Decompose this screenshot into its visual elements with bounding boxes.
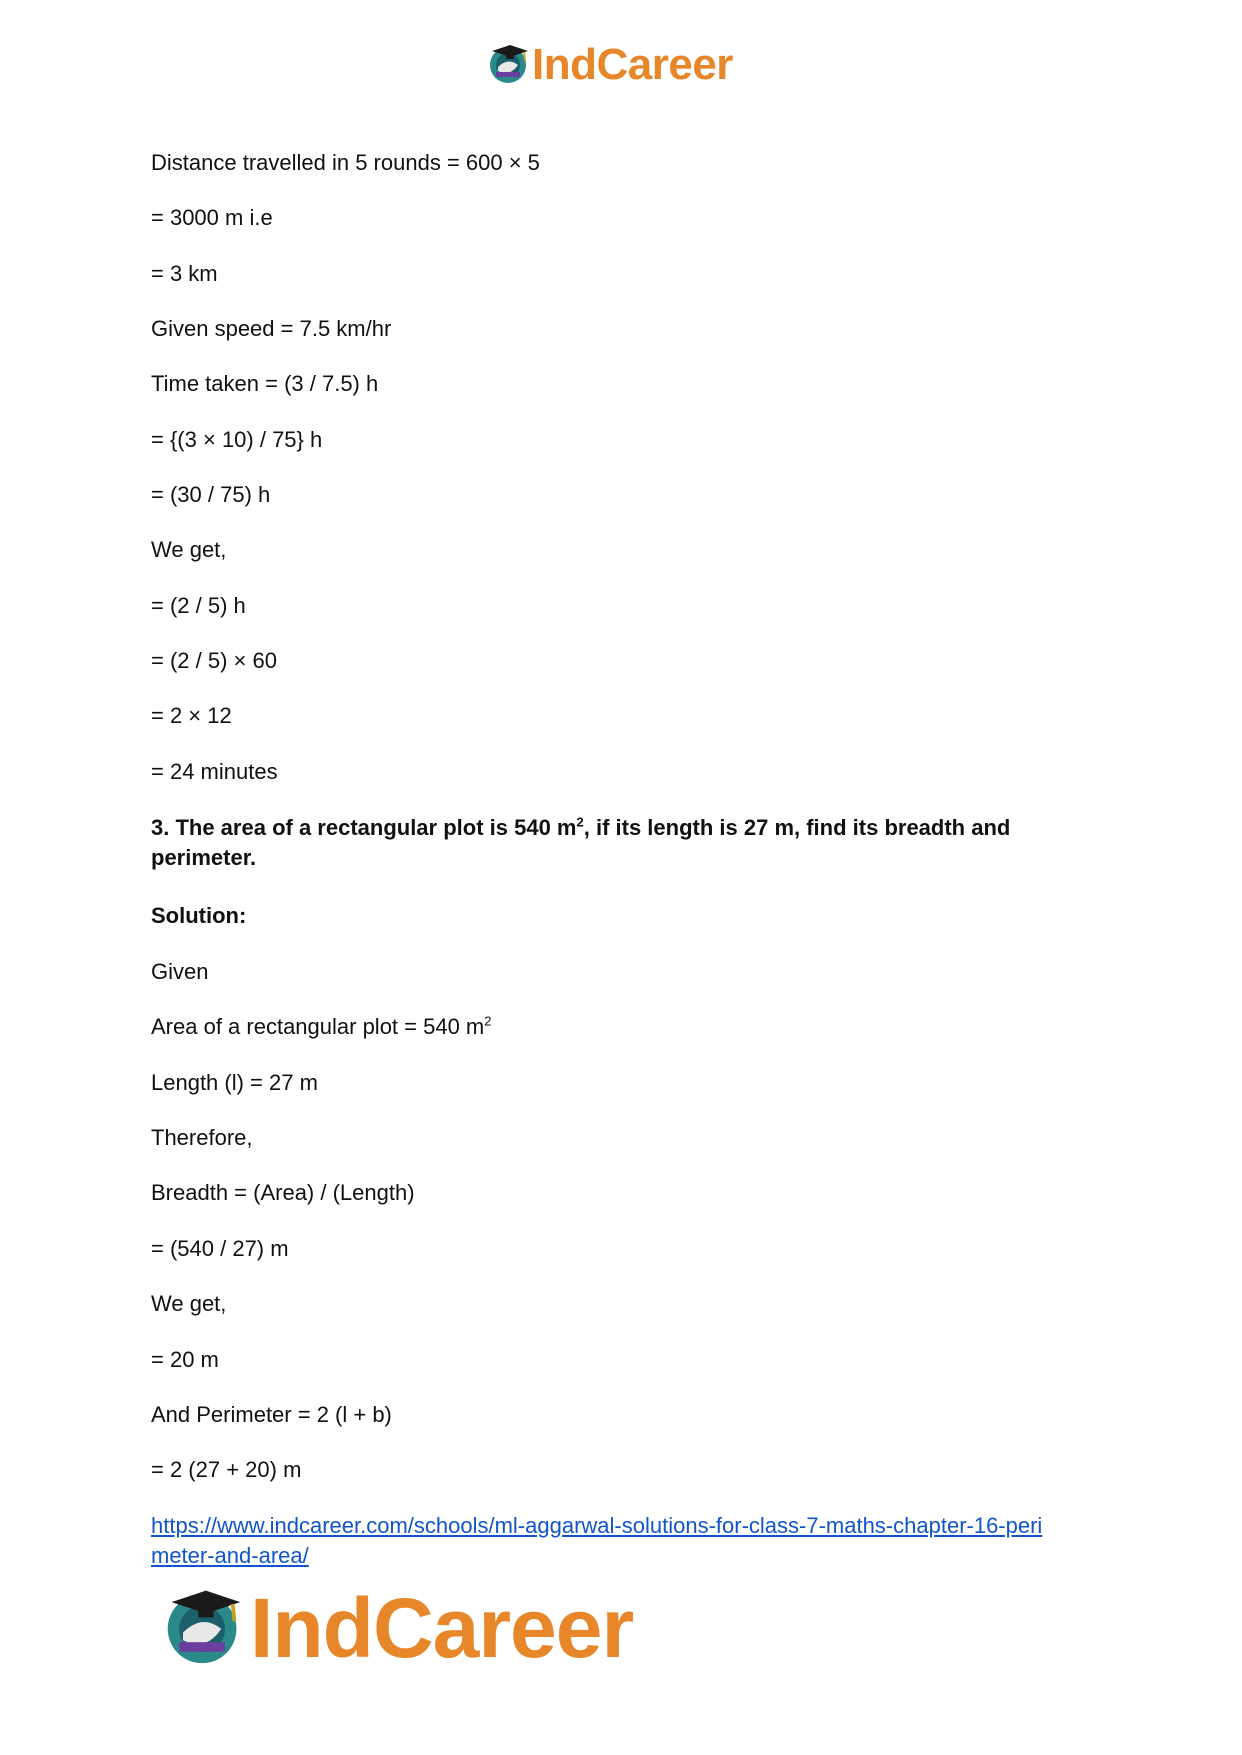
footer-logo xyxy=(162,1580,634,1675)
text-line: Given xyxy=(151,959,209,984)
text-line: Therefore, xyxy=(151,1125,253,1150)
graduation-globe-icon xyxy=(488,41,530,90)
source-link-line-2[interactable]: meter-and-area/ xyxy=(151,1543,309,1568)
brand-name: IndCareer xyxy=(250,1580,634,1675)
text-line: We get, xyxy=(151,1291,227,1316)
text-line: Time taken = (3 / 7.5) h xyxy=(151,371,379,396)
source-link-line-1[interactable]: https://www.indcareer.com/schools/ml-aggarwal-solutions-for-class-7-maths-chapter-16-peri xyxy=(151,1513,1043,1538)
text-line: Length (l) = 27 m xyxy=(151,1070,318,1095)
question-heading: 3. The area of a rectangular plot is 540 $m^2$, if its length is 27 m, find its breadth and perimeter. xyxy=(151,814,1011,870)
text-line: = 3000 m i.e xyxy=(151,205,273,230)
text-line: = (2 / 5) × 60 xyxy=(151,648,277,673)
text-line: = 20 m xyxy=(151,1347,219,1372)
text-line: = (30 / 75) h xyxy=(151,482,271,507)
text-line: = {(3 × 10) / 75} h xyxy=(151,427,323,452)
text-line: = 2 × 12 xyxy=(151,703,232,728)
text-line: We get, xyxy=(151,537,227,562)
solution-heading: Solution: xyxy=(151,903,247,928)
graduation-globe-icon xyxy=(162,1583,246,1672)
text-line: = (2 / 5) h xyxy=(151,593,246,618)
text-line: And Perimeter = 2 (l + b) xyxy=(151,1402,392,1427)
text-line: Given speed = 7.5 km/hr xyxy=(151,316,392,341)
text-line: = 24 minutes xyxy=(151,759,278,784)
text-line: = 3 km xyxy=(151,261,218,286)
text-line: Area of a rectangular plot = 540 $m^2$ xyxy=(151,1013,492,1039)
text-line: Distance travelled in 5 rounds = 600 × 5 xyxy=(151,150,540,175)
text-line: Breadth = (Area) / (Length) xyxy=(151,1180,415,1205)
header-logo xyxy=(488,40,733,90)
text-line: = (540 / 27) m xyxy=(151,1236,289,1261)
text-line: = 2 (27 + 20) m xyxy=(151,1457,302,1482)
brand-name: IndCareer xyxy=(532,40,733,89)
